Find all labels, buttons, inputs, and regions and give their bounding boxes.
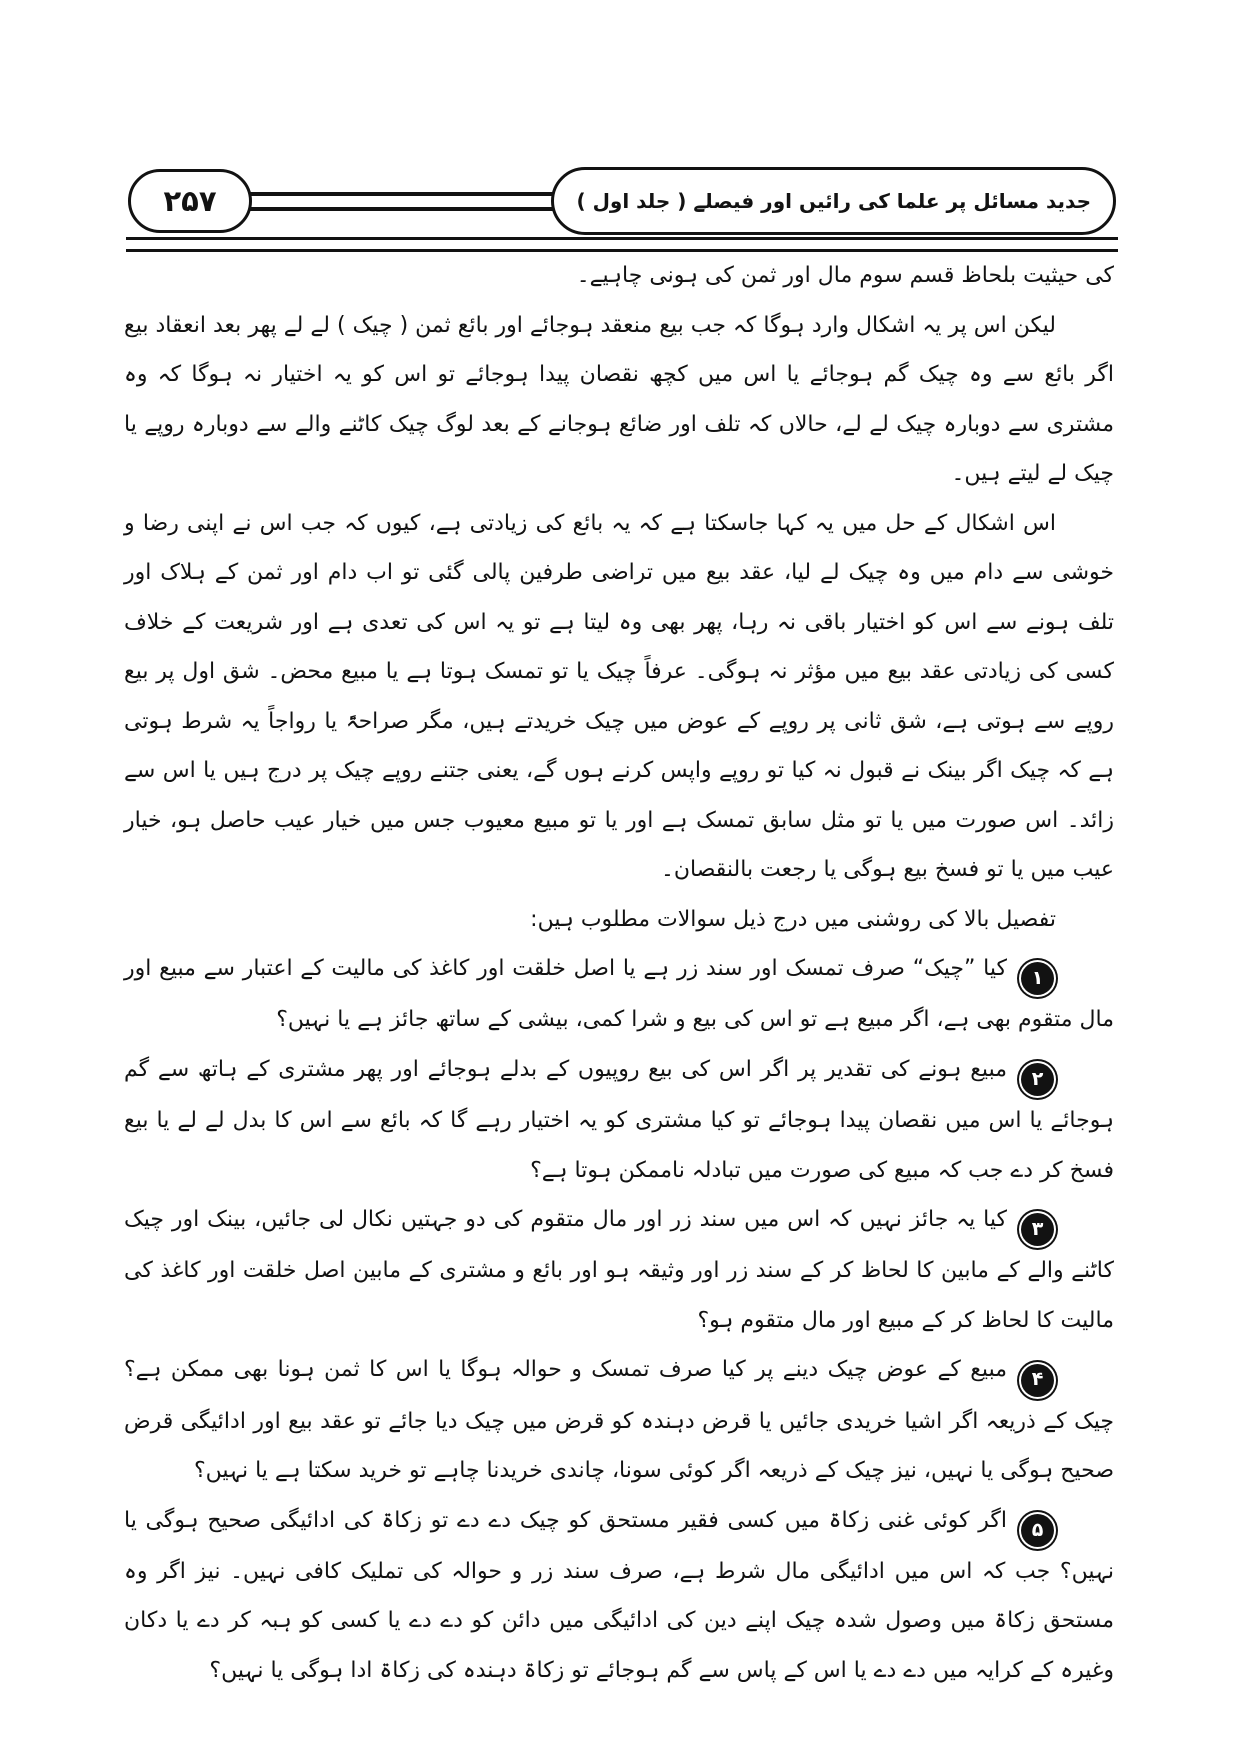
question-number-badge: ۴: [1021, 1364, 1054, 1397]
question-item: [124, 1496, 1114, 1696]
question-text: مبیع کے عوض چیک دینے پر کیا صرف تمسک و حوالہ ہوگا یا اس کا ثمن ہونا بھی ممکن ہے؟ چیک کے ذریعہ اگر اشیا خریدی جائیں یا قرض دہندہ کو قرض میں چیک دیا جائے تو عقد بیع اور ادائیگی قرض صحیح ہوگی یا نہیں، نیز چیک کے ذریعہ اگر کوئی سونا، چاندی خریدنا چاہے تو خرید سکتا ہے یا نہیں؟: [124, 1357, 1114, 1483]
page-body: [124, 251, 1114, 1695]
paragraph: لیکن اس پر یہ اشکال وارد ہوگا کہ جب بیع منعقد ہوجائے اور بائع ثمن ( چیک ) لے لے پھر بعد انعقاد بیع اگر بائع سے وہ چیک گم ہوجائے یا اس میں کچھ نقصان پیدا ہوجائے تو اس کو یہ اختیار نہ ہوگا کہ وہ مشتری سے دوبارہ چیک لے لے، حالاں کہ تلف اور ضائع ہوجانے کے بعد لوگ چیک کاٹنے والے سے دوبارہ روپے یا چیک لے لیتے ہیں۔: [124, 312, 1114, 486]
question-number-badge: ۵: [1021, 1514, 1054, 1547]
header-title-oval: [551, 167, 1116, 235]
question-item: [124, 1195, 1114, 1345]
question-number-badge: ۳: [1021, 1213, 1054, 1246]
question-item: [124, 1045, 1114, 1195]
question-text: کیا یہ جائز نہیں کہ اس میں سند زر اور مال متقوم کی دو جہتیں نکال لی جائیں، بینک اور چیک کاٹنے والے کے مابین کا لحاظ کر کے سند زر اور وثیقہ ہو اور بائع و مشتری کے مابین اصل خلقت اور کاغذ کی مالیت کا لحاظ کر کے مبیع اور مال متقوم ہو؟: [124, 1207, 1114, 1333]
question-number-badge: ۱: [1021, 962, 1054, 995]
header-divider-rule: [126, 237, 1118, 252]
book-title: جدید مسائل پر علما کی رائیں اور فیصلے ( جلد اول ): [576, 189, 1091, 213]
question-number-badge: ۲: [1021, 1063, 1054, 1096]
page-number: ۲۵۷: [163, 184, 217, 218]
paragraph: تفصیل بالا کی روشنی میں درج ذیل سوالات مطلوب ہیں:: [530, 906, 1056, 932]
question-text: اگر کوئی غنی زکاۃ میں کسی فقیر مستحق کو چیک دے دے تو زکاۃ کی ادائیگی صحیح ہوگی یا نہیں؟ جب کہ اس میں ادائیگی مال شرط ہے، صرف سند زر و حوالہ کی تملیک کافی نہیں۔ نیز اگر وہ مستحق زکاۃ میں وصول شدہ چیک اپنے دین کی ادائیگی میں دائن کو دے دے یا کسی کو ہبہ کر دے یا دکان وغیرہ کے کرایہ میں دے دے یا اس کے پاس سے گم ہوجائے تو زکاۃ دہندہ کی زکاۃ ادا ہوگی یا نہیں؟: [124, 1507, 1114, 1683]
header-connector-rule: [244, 192, 559, 211]
page-number-badge: [128, 169, 252, 233]
paragraph: کی حیثیت بلحاظ قسم سوم مال اور ثمن کی ہونی چاہیے۔: [576, 263, 1114, 288]
question-item: [124, 944, 1114, 1045]
paragraph: اس اشکال کے حل میں یہ کہا جاسکتا ہے کہ یہ بائع کی زیادتی ہے، کیوں کہ جب اس نے اپنی رضا و خوشی سے دام میں وہ چیک لے لیا، عقد بیع میں تراضی طرفین پالی گئی تو اب دام اور ثمن کے ہلاک اور تلف ہونے سے اس کو اختیار باقی نہ رہا، پھر بھی وہ لیتا ہے تو یہ اس کی تعدی ہے اور شریعت کے خلاف کسی کی زیادتی عقد بیع میں مؤثر نہ ہوگی۔ عرفاً چیک یا تو تمسک ہوتا ہے یا مبیع محض۔ شق اول پر بیع روپے سے ہوتی ہے، شق ثانی پر روپے کے عوض میں چیک خریدتے ہیں، مگر صراحۃً یا رواجاً یہ شرط ہوتی ہے کہ چیک اگر بینک نے قبول نہ کیا تو روپے واپس کرنے ہوں گے، یعنی جتنے روپے چیک پر درج ہیں یا اس سے زائد۔ اس صورت میں یا تو مثل سابق تمسک ہے اور یا تو مبیع معیوب جس میں خیار عیب حاصل ہو، خیار عیب میں یا تو فسخ بیع ہوگی یا رجعت بالنقصان۔: [124, 510, 1114, 882]
page-header: [128, 169, 1116, 233]
question-text: مبیع ہونے کی تقدیر پر اگر اس کی بیع روپیوں کے بدلے ہوجائے اور پھر مشتری کے ہاتھ سے گم ہوجائے یا اس میں نقصان پیدا ہوجائے تو کیا مشتری کو یہ اختیار رہے گا کہ بائع سے اس کا بدل لے لے یا بیع فسخ کر دے جب کہ مبیع کی صورت میں تبادلہ ناممکن ہوتا ہے؟: [124, 1056, 1114, 1183]
question-item: [124, 1345, 1114, 1495]
question-text: کیا ”چیک“ صرف تمسک اور سند زر ہے یا اصل خلقت اور کاغذ کی مالیت کے اعتبار سے مبیع اور مال متقوم بھی ہے، اگر مبیع ہے تو اس کی بیع و شرا کمی، بیشی کے ساتھ جائز ہے یا نہیں؟: [124, 956, 1114, 1033]
